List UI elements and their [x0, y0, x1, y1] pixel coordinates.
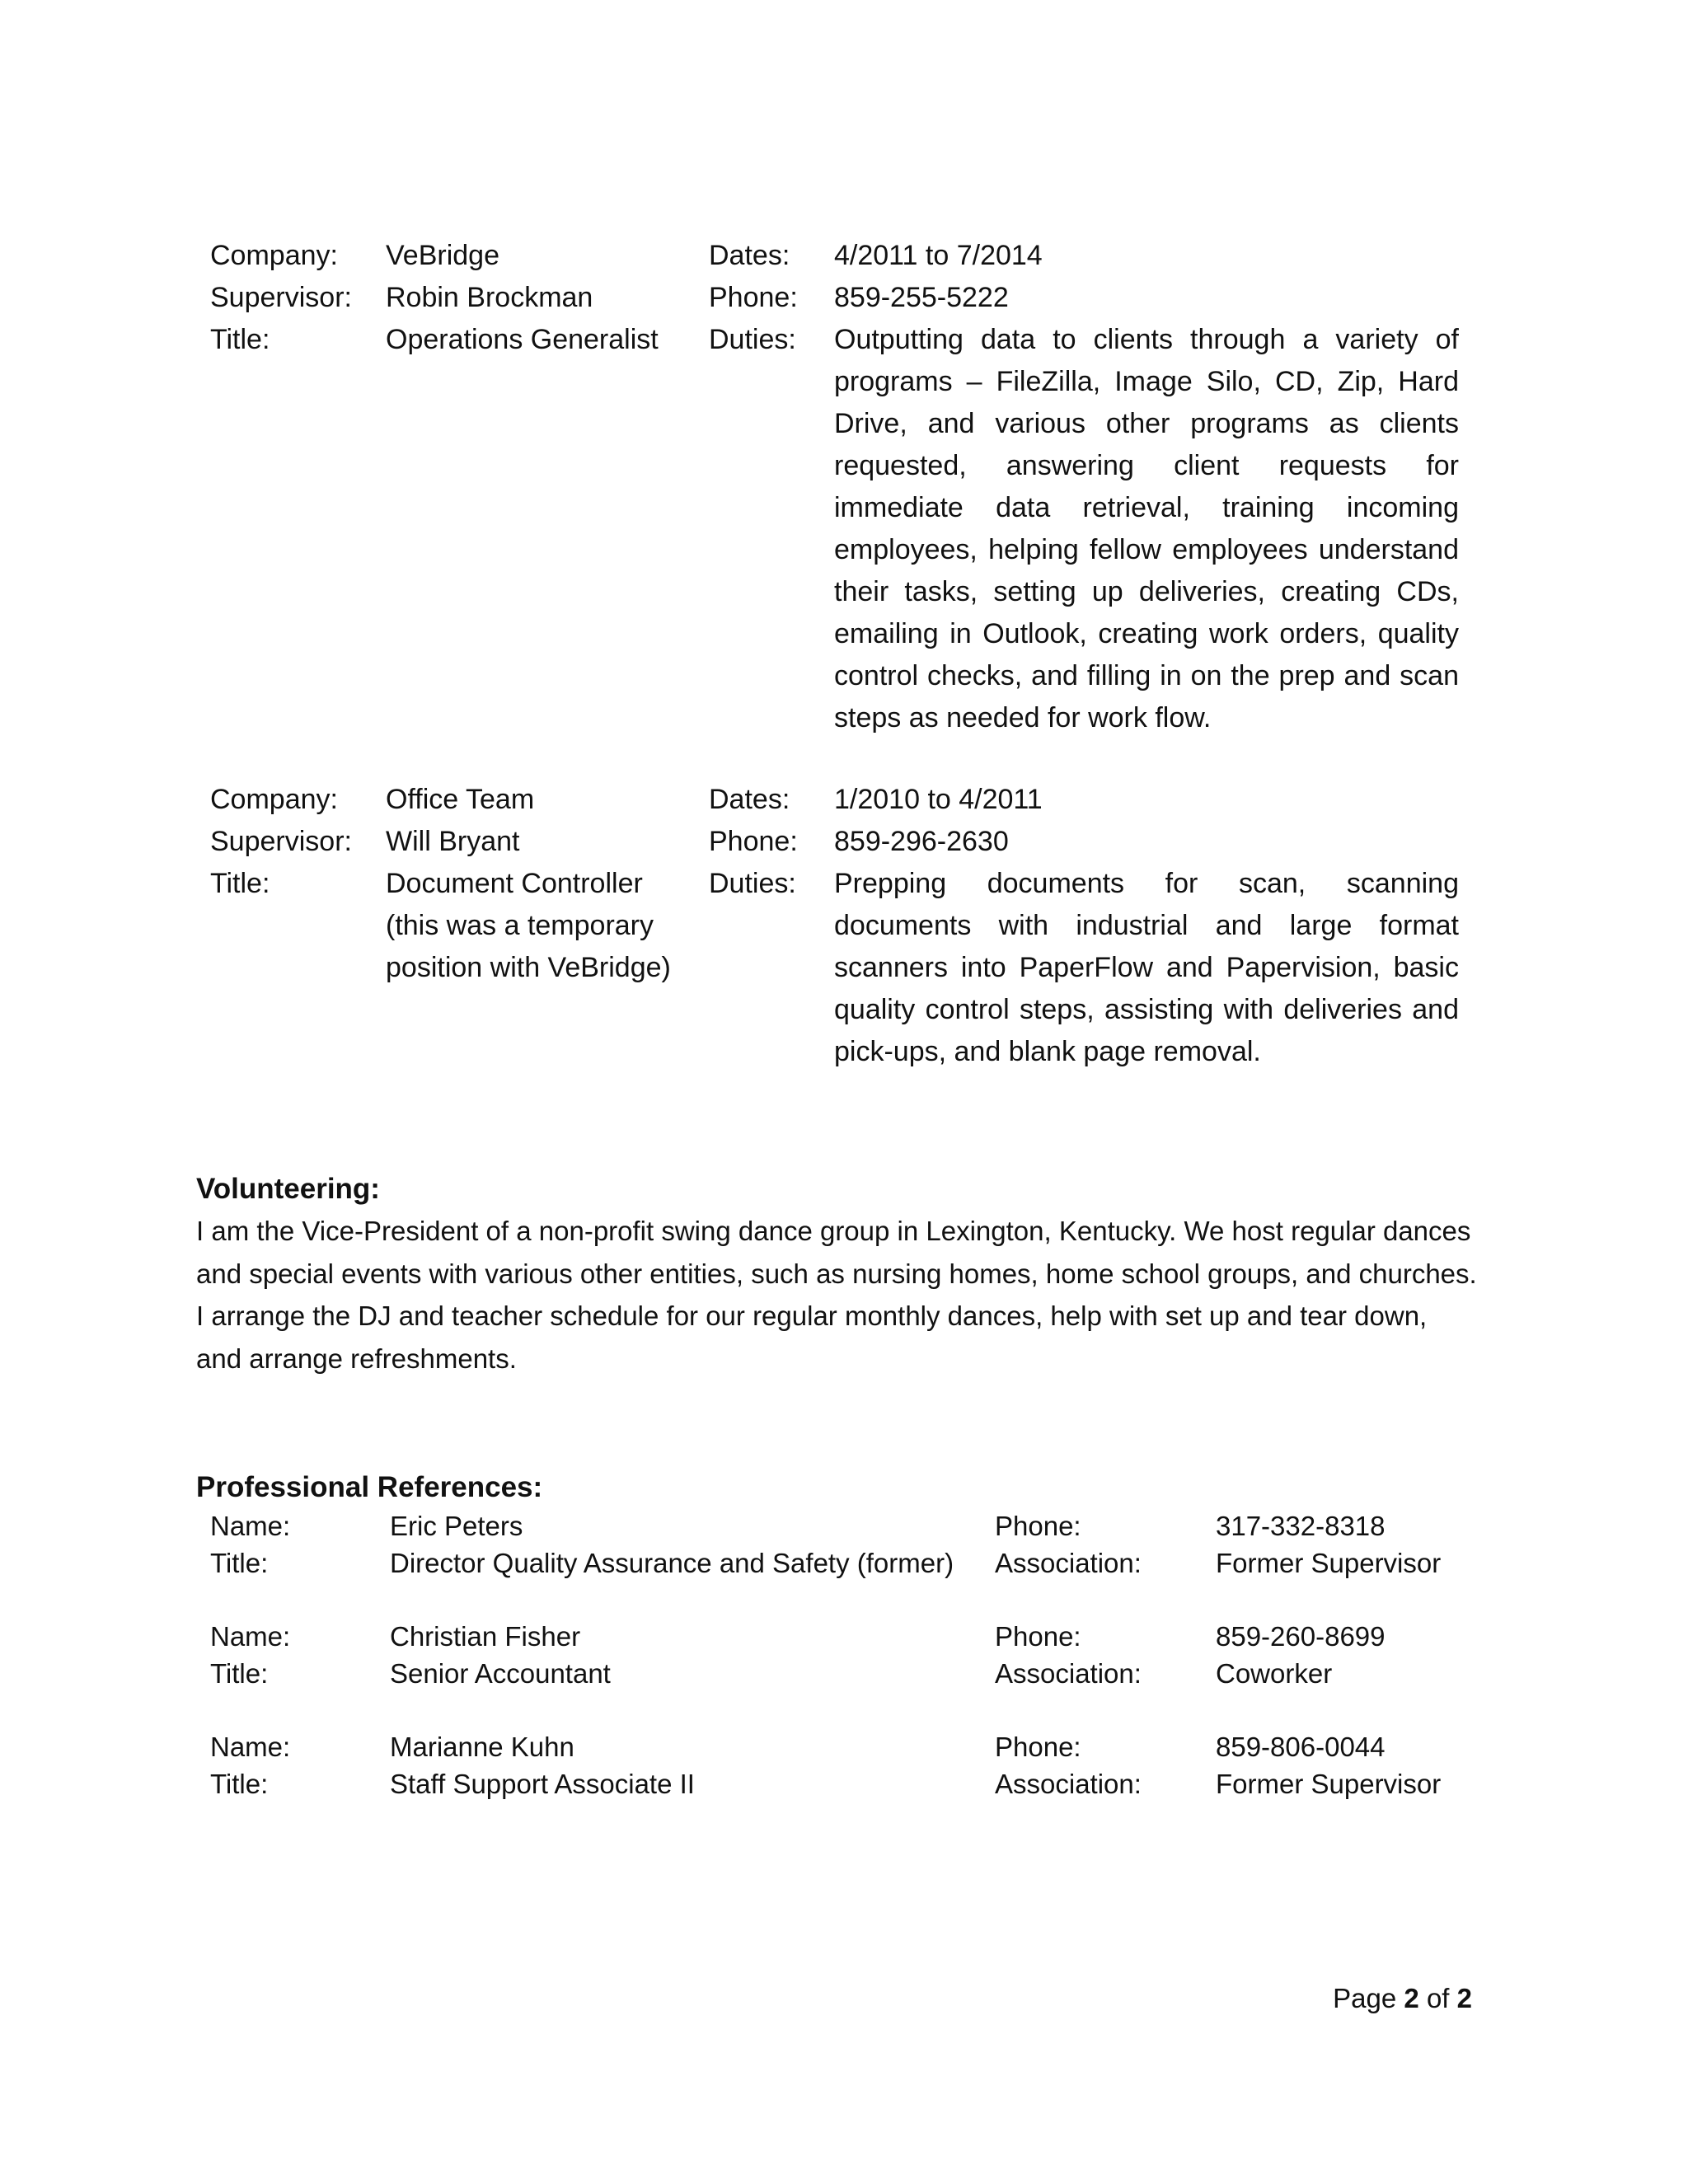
reference-phone: 859-806-0044 [1216, 1732, 1386, 1762]
reference-title: Senior Accountant [390, 1658, 611, 1689]
page-current: 2 [1404, 1983, 1419, 2013]
company-name: Office Team [386, 784, 535, 815]
dates-value: 4/2011 to 7/2014 [834, 240, 1043, 271]
company-label: Company: [210, 240, 338, 271]
reference-association: Coworker [1216, 1658, 1333, 1689]
phone-value: 859-296-2630 [834, 826, 1009, 857]
company-row [210, 779, 1459, 821]
title-label: Title: [210, 1548, 269, 1578]
employment-entry [210, 235, 1459, 739]
reference-entry [210, 1618, 1479, 1692]
supervisor-row [210, 277, 1459, 319]
page-number [1333, 1978, 1472, 2019]
page-of: of [1426, 1983, 1450, 2013]
name-label: Name: [210, 1621, 291, 1652]
reference-name: Marianne Kuhn [390, 1732, 574, 1762]
reference-association: Former Supervisor [1216, 1769, 1442, 1799]
duties-label: Duties: [709, 868, 796, 899]
company-label: Company: [210, 784, 338, 815]
reference-name: Eric Peters [390, 1511, 523, 1541]
volunteering-text: I am the Vice-President of a non-profit swing dance group in Lexington, Kentucky. We host regular dances and special events with various other entities, such as nursing homes, home school groups, and churches. I arrange the DJ and teacher schedule for our regular monthly dances, help with set up and tear down, and arrange refreshments. [196, 1216, 1477, 1374]
supervisor-name: Robin Brockman [386, 282, 593, 313]
page-prefix: Page [1333, 1983, 1397, 2013]
employment-entry [210, 779, 1459, 1073]
duties-label: Duties: [709, 324, 796, 355]
phone-label: Phone: [995, 1621, 1081, 1652]
job-title: Operations Generalist [386, 324, 659, 355]
job-title: Document Controller (this was a temporary position with VeBridge) [386, 868, 671, 983]
reference-phone: 859-260-8699 [1216, 1621, 1386, 1652]
reference-title: Director Quality Assurance and Safety (former) [390, 1548, 954, 1578]
phone-label: Phone: [995, 1511, 1081, 1541]
phone-label: Phone: [995, 1732, 1081, 1762]
title-label: Title: [210, 1769, 269, 1799]
title-label: Title: [210, 1658, 269, 1689]
reference-name: Christian Fisher [390, 1621, 581, 1652]
supervisor-name: Will Bryant [386, 826, 520, 857]
dates-value: 1/2010 to 4/2011 [834, 784, 1043, 815]
association-label: Association: [995, 1769, 1142, 1799]
page-total: 2 [1456, 1983, 1472, 2013]
reference-title: Staff Support Associate II [390, 1769, 695, 1799]
reference-association: Former Supervisor [1216, 1548, 1442, 1578]
company-row [210, 235, 1459, 277]
supervisor-row [210, 821, 1459, 863]
name-label: Name: [210, 1511, 291, 1541]
title-duties-row [210, 863, 1459, 1073]
phone-label: Phone: [709, 282, 798, 313]
reference-entry [210, 1507, 1479, 1582]
references-list [210, 1507, 1479, 1839]
association-label: Association: [995, 1658, 1142, 1689]
volunteering-heading: Volunteering: [196, 1173, 380, 1205]
title-label: Title: [210, 324, 270, 355]
phone-label: Phone: [709, 826, 798, 857]
title-label: Title: [210, 868, 270, 899]
name-label: Name: [210, 1732, 291, 1762]
phone-value: 859-255-5222 [834, 282, 1009, 313]
references-heading: Professional References: [196, 1471, 543, 1503]
company-name: VeBridge [386, 240, 499, 271]
dates-label: Dates: [709, 784, 790, 815]
reference-phone: 317-332-8318 [1216, 1511, 1386, 1541]
association-label: Association: [995, 1548, 1142, 1578]
supervisor-label: Supervisor: [210, 826, 352, 857]
dates-label: Dates: [709, 240, 790, 271]
duties-text: Outputting data to clients through a variety of programs – FileZilla, Image Silo, CD, Zip, Hard Drive, and various other programs as clients requested, answering client requests for immediate data retrieval, training incoming employees, helping fellow employees understand their tasks, setting up deliveries, creating CDs, emailing in Outlook, creating work orders, quality control checks, and filling in on the prep and scan steps as needed for work flow. [834, 324, 1459, 733]
supervisor-label: Supervisor: [210, 282, 352, 313]
duties-text: Prepping documents for scan, scanning documents with industrial and large format scanners into PaperFlow and Papervision, basic quality control steps, assisting with deliveries and pick-ups, and blank page removal. [834, 868, 1459, 1067]
reference-entry [210, 1728, 1479, 1802]
title-duties-row [210, 319, 1459, 739]
